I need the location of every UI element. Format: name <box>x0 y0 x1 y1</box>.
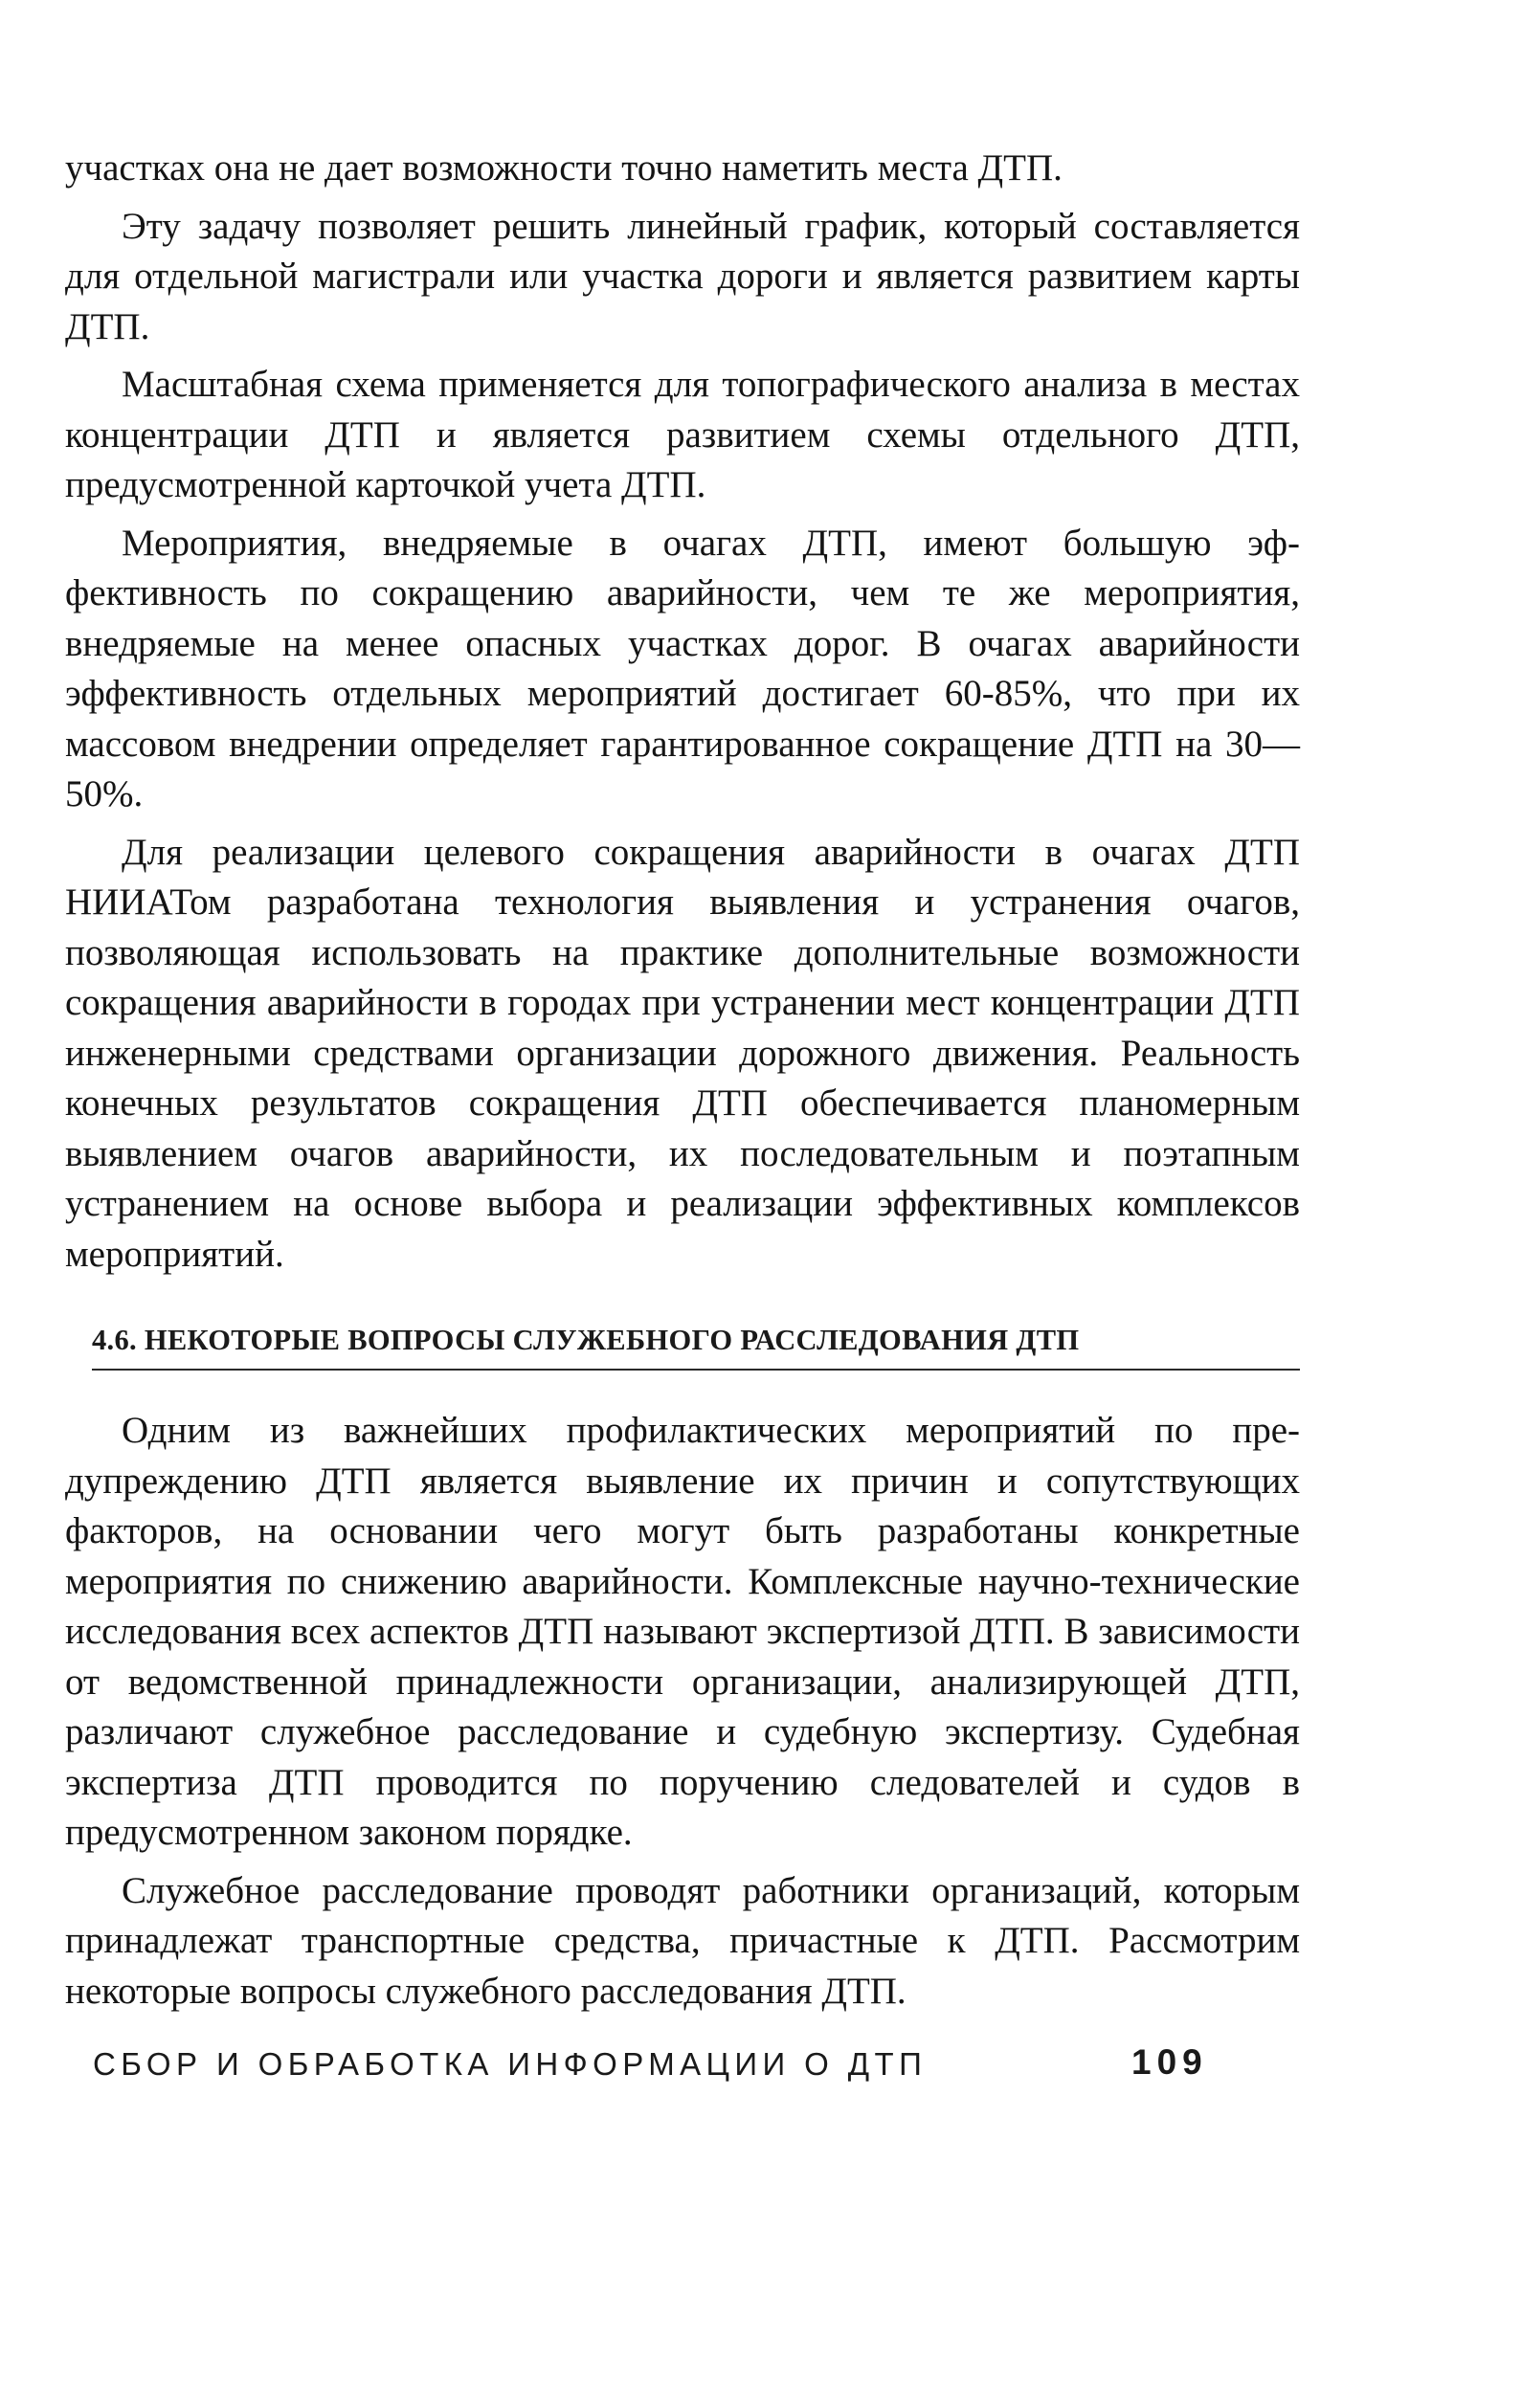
page-number: 109 <box>1131 2042 1208 2082</box>
page-content <box>65 144 1300 2017</box>
paragraph-measures-effectiveness: Мероприятия, внедряемые в очагах ДТП, имеют большую эффективность по сокращению аварийности, чем те же мероприятия, внедряемые на менее опасных участках дорог. В очагах аварийности эффективность отдельных мероприятий достигает 60-85%, что при их массовом внедрении определяет гарантированное сокращение ДТП на 30—50%. <box>65 522 1300 814</box>
running-title: СБОР И ОБРАБОТКА ИНФОРМАЦИИ О ДТП <box>93 2046 928 2082</box>
paragraph-linear-graph: Эту задачу позволяет решить линейный график, который составляется для отдельной магистрали или участка дороги и является развитием карты ДТП. <box>65 205 1300 347</box>
section-heading: 4.6. НЕКОТОРЫЕ ВОПРОСЫ СЛУЖЕБНОГО РАССЛЕДОВАНИЯ ДТП <box>92 1324 1080 1356</box>
section-divider <box>92 1369 1300 1371</box>
page-footer <box>93 2042 1222 2104</box>
paragraph-expertise: Одним из важнейших профилактических мероприятий по предупреждению ДТП является выявление их причин и сопутствующих факторов, на основании чего могут быть разработаны конкретные мероприятия по снижению аварийности. Комплексные научно-технические исследования всех аспектов ДТП называют экспертизой ДТП. В зависимости от ведомственной принадлежности организации, анализирующей ДТП, различают служебное расследование и судебную экспертизу. Судебная экспертиза ДТП проводится по поручению следователей и судов в предусмотренном законом порядке. <box>65 1410 1300 1853</box>
paragraph-niiat-technology: Для реализации целевого сокращения аварийности в очагах ДТП НИИАТом разработана технология выявления и устранения очагов, позволяющая использовать на практике дополнительные возможности сокращения аварийности в городах при устранении мест концентрации ДТП инженерными средствами организации дорожного движения. Реальность конечных результатов сокращения ДТП обеспечивается планомерным выявлением очагов аварийности, их последовательным и поэтапным устранением на основе выбора и реализации эффективных комплексов мероприятий. <box>65 831 1300 1275</box>
paragraph-scale-scheme: Масштабная схема применяется для топографического анализа в местах концентрации ДТП и является развитием схемы отдельного ДТП, предусмотренной карточкой учета ДТП. <box>65 364 1300 505</box>
paragraph-continuation: участках она не дает возможности точно наметить места ДТП. <box>65 147 1063 189</box>
paragraph-service-investigation: Служебное расследование проводят работники организаций, которым принадлежат транспортные средства, причастные к ДТП. Рассмотрим некоторые вопросы служебного расследования ДТП. <box>65 1869 1300 2012</box>
